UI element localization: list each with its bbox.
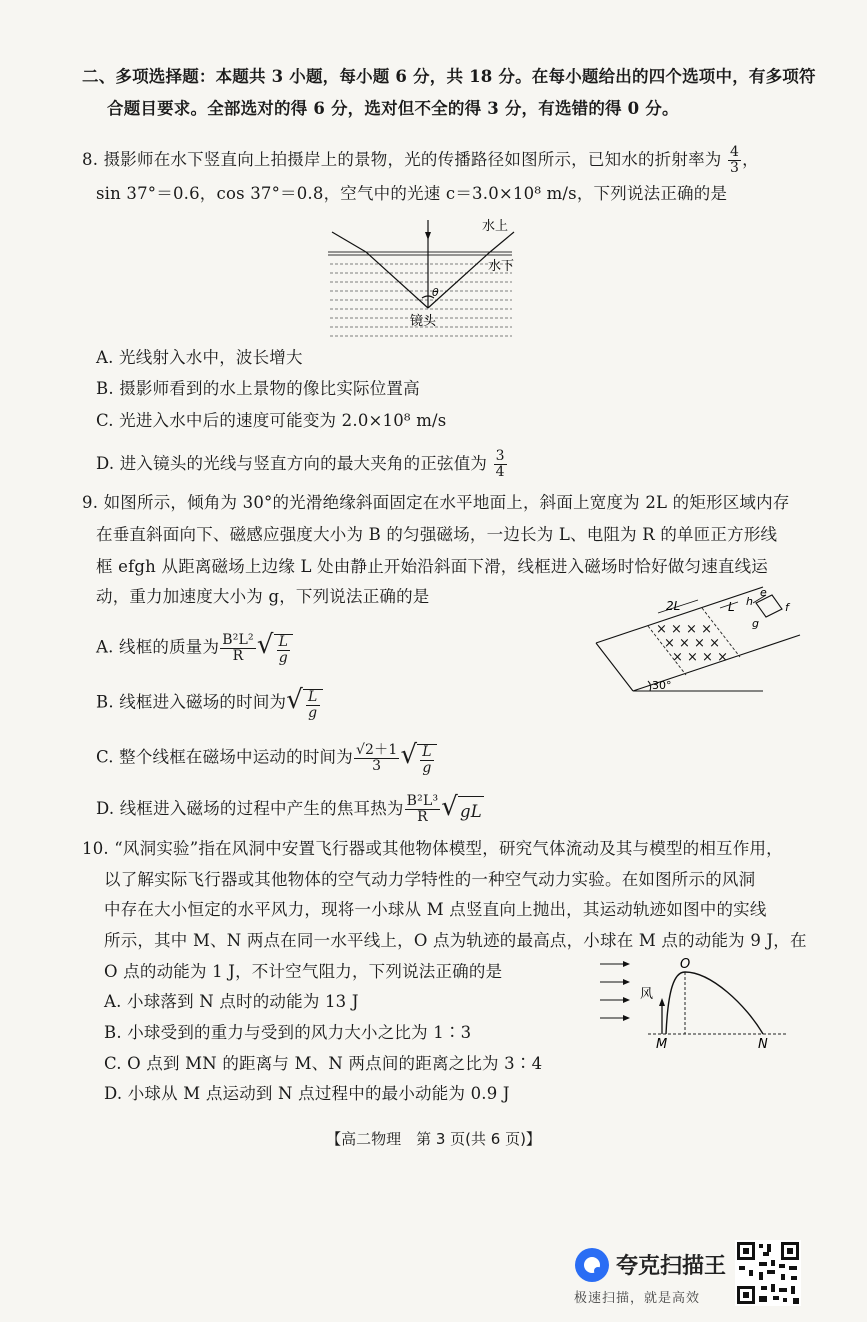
q8-label-below: 水下 [488, 259, 515, 274]
q8-label-above: 水上 [482, 219, 509, 234]
section-heading: 二、多项选择题：本题共 3 小题，每小题 6 分，共 18 分。在每小题给出的四个选项中，有多项符 [82, 67, 816, 86]
q10-option-c: C. O 点到 MN 的距离与 M、N 两点间的距离之比为 3∶4 [104, 1054, 543, 1073]
svg-text:e: e [760, 586, 767, 599]
page-footer: 【高二物理 第 3 页(共 6 页)】 [326, 1130, 541, 1148]
q10-stem-line5: O 点的动能为 1 J，不计空气阻力，下列说法正确的是 [104, 962, 503, 981]
q9-stem-line4: 动，重力加速度大小为 g，下列说法正确的是 [96, 587, 430, 606]
q9-option-b: B. 线框进入磁场的时间为 √ $\frac{L}{g}$ [96, 685, 323, 721]
svg-text:h: h [746, 595, 753, 608]
q8-refractive-index: $\frac{4}{3}$ [729, 144, 740, 176]
q9-stem-line2: 在垂直斜面向下、磁感应强度大小为 B 的匀强磁场，一边长为 L、电阻为 R 的单匝正方形线 [96, 525, 778, 544]
q10-figure-wind-tunnel [596, 950, 790, 1052]
svg-text:g: g [752, 617, 759, 630]
svg-text:× × × ×: × × × × [664, 636, 720, 651]
q9-label-l: L [728, 600, 735, 614]
brand-slogan: 极速扫描，就是高效 [574, 1291, 701, 1306]
q9-stem-line3: 框 efgh 从距离磁场上边缘 L 处由静止开始沿斜面下滑，线框进入磁场时恰好做匀速直线运 [96, 557, 768, 576]
svg-text:× × × ×: × × × × [656, 622, 712, 637]
q8-option-c: C. 光进入水中后的速度可能变为 2.0×10⁸ m/s [96, 411, 447, 430]
q10-stem-line3: 中存在大小恒定的水平风力，现将一小球从 M 点竖直向上抛出，其运动轨迹如图中的实线 [104, 900, 767, 919]
q8-stem-line1: 8. 摄影师在水下竖直向上拍摄岸上的景物，光的传播路径如图所示，已知水的折射率为 $\frac{4}{3}$ ， [82, 144, 759, 176]
q9-stem-line1: 9. 如图所示，倾角为 30°的光滑绝缘斜面固定在水平地面上，斜面上宽度为 2L 的矩形区域内存 [82, 493, 790, 512]
q10-stem-line2: 以了解实际飞行器或其他物体的空气动力学特性的一种空气动力实验。在如图所示的风洞 [104, 870, 756, 889]
q8-option-a: A. 光线射入水中，波长增大 [96, 348, 303, 367]
quark-logo-icon [572, 1245, 612, 1285]
q8-stem-line2: sin 37°＝0.6，cos 37°＝0.8，空气中的光速 c＝3.0×10⁸ m/s，下列说法正确的是 [96, 184, 728, 203]
q10-label-m: M [656, 1037, 668, 1052]
q9-option-c: C. 整个线框在磁场中运动的时间为 $\frac{√2+1}{3}$ √ $\frac{L}{g}$ [96, 740, 437, 776]
q10-label-wind: 风 [640, 987, 654, 1002]
q8-figure-refraction [300, 210, 540, 345]
qr-code-icon [735, 1240, 801, 1306]
section-instructions: 合题目要求。全部选对的得 6 分，选对但不全的得 3 分，有选错的得 0 分。 [107, 99, 679, 118]
q9-option-d: D. 线框进入磁场的过程中产生的焦耳热为 $\frac{\text{B²L³}}{R}$ √ gL [96, 792, 482, 825]
q9-figure-incline [588, 583, 813, 695]
scanner-watermark [572, 1243, 732, 1306]
q9-label-2l: 2L [666, 599, 681, 613]
q10-label-n: N [758, 1037, 768, 1052]
q8-option-b: B. 摄影师看到的水上景物的像比实际位置高 [96, 379, 420, 398]
q8-label-lens: 镜头 [410, 314, 437, 329]
q10-option-d: D. 小球从 M 点运动到 N 点过程中的最小动能为 0.9 J [104, 1084, 510, 1103]
q10-stem-line1: 10. “风洞实验”指在风洞中安置飞行器或其他物体模型，研究气体流动及其与模型的相互作用， [82, 839, 783, 858]
q10-option-a: A. 小球落到 N 点时的动能为 13 J [104, 992, 359, 1011]
svg-text:f: f [785, 601, 789, 614]
brand-name: 夸克扫描王 [616, 1254, 727, 1279]
q8-label-theta: θ [432, 286, 439, 299]
q10-option-b: B. 小球受到的重力与受到的风力大小之比为 1∶3 [104, 1023, 472, 1042]
q9-label-angle: 30° [652, 679, 672, 692]
q10-stem-line4: 所示，其中 M、N 两点在同一水平线上，O 点为轨迹的最高点，小球在 M 点的动能为 9 J，在 [104, 931, 807, 950]
q8-option-d: D. 进入镜头的光线与竖直方向的最大夹角的正弦值为 $\frac{3}{4}$ [96, 448, 505, 480]
svg-text:× × × ×: × × × × [672, 650, 728, 665]
q10-label-o: O [680, 957, 691, 972]
q9-option-a: A. 线框的质量为 $\frac{\text{B²L²}}{R}$ √ $\frac{L}{g}$ [96, 630, 293, 666]
